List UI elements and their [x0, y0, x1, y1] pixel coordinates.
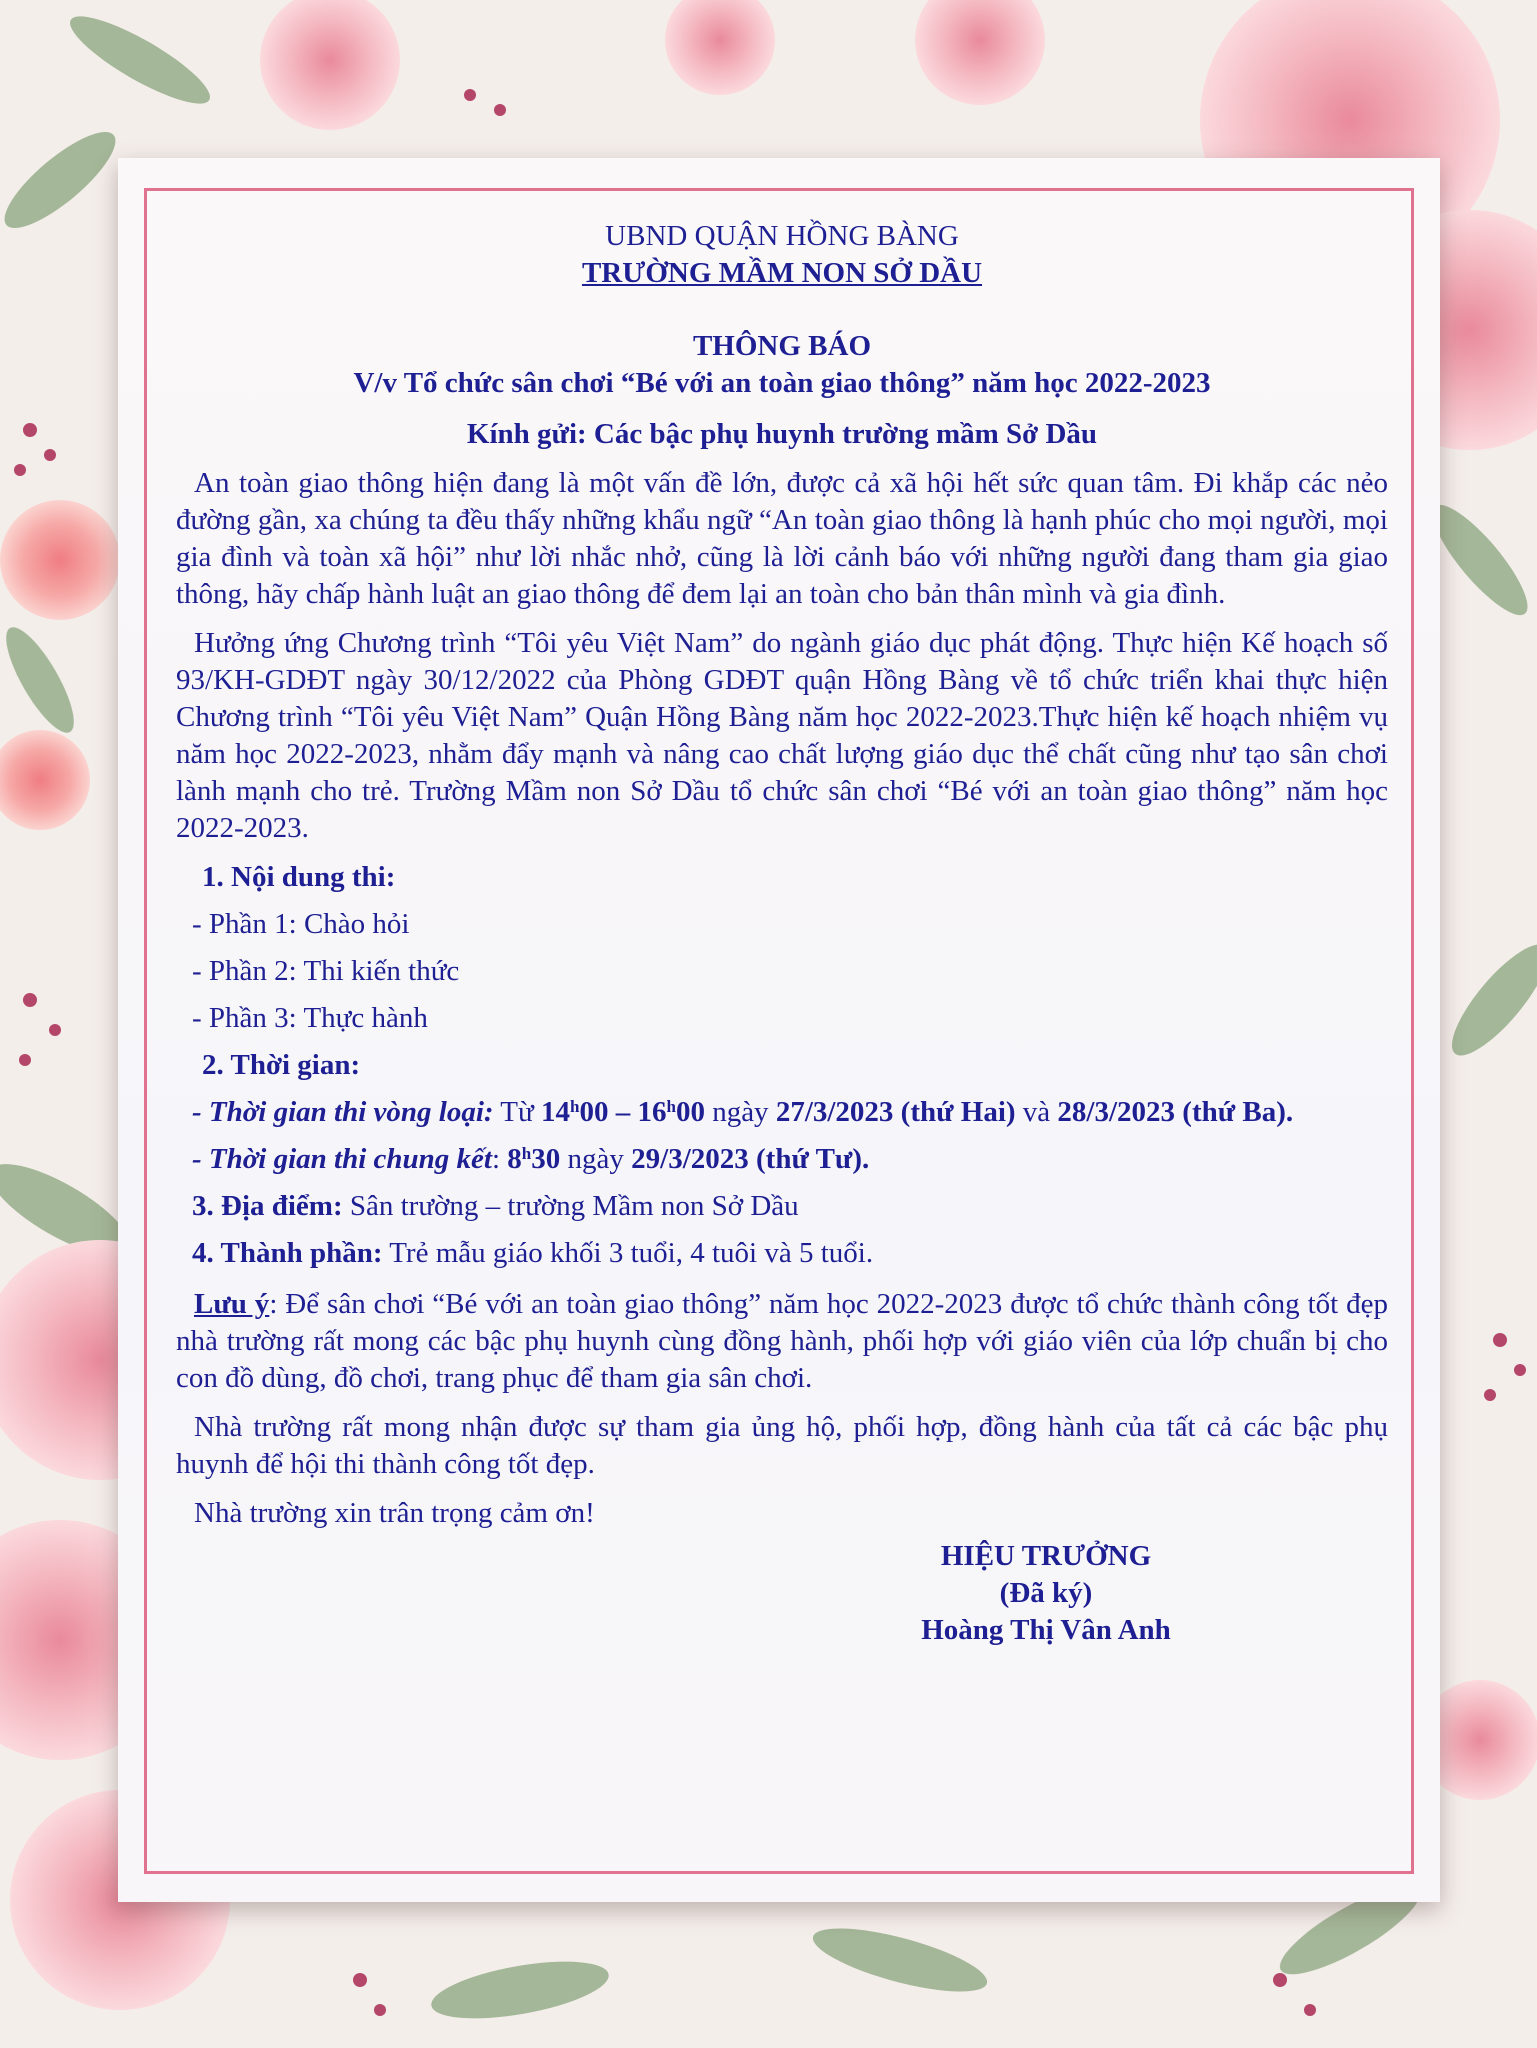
note-label: Lưu ý	[194, 1288, 270, 1320]
location-value: Sân trường – trường Mầm non Sở Dầu	[342, 1190, 799, 1222]
from-word: Từ	[493, 1096, 541, 1128]
paragraph-intro: An toàn giao thông hiện đang là một vấn đề lớn, được cả xã hội hết sức quan tâm. Đi khắp các nẻo đường gần, xa chúng ta đều thấy những khẩu ngữ “An toàn giao thông là hạnh phúc cho mọi người, mọi gia đình và toàn xã hội” như lời nhắc nhở, cũng là lời cảnh báo với những người đang tham gia giao thông, hãy chấp hành luật an giao thông để đem lại an toàn cho bản thân mình và gia đình.	[176, 467, 1388, 610]
colon: :	[491, 1143, 508, 1175]
start-time: 14$^h$00	[541, 1096, 609, 1128]
participants-value: Trẻ mẫu giáo khối 3 tuổi, 4 tuôi và 5 tuổi.	[382, 1237, 874, 1269]
list-item: - Phần 1: Chào hỏi	[192, 908, 410, 940]
time-dash: –	[608, 1096, 638, 1128]
notice-title: THÔNG BÁO	[692, 330, 872, 362]
notice-recipient: Kính gửi: Các bậc phụ huynh trường mầm Sở Dầu	[466, 418, 1098, 450]
end-time: 16$^h$00	[637, 1096, 705, 1128]
section-location	[176, 1188, 1388, 1225]
note-paragraph	[176, 1286, 1388, 1397]
day-word: ngày	[704, 1096, 776, 1128]
section-content-heading: 1. Nội dung thi:	[202, 861, 396, 893]
day-word: ngày	[560, 1143, 632, 1175]
qualifier-date-1: 27/3/2023 (thứ Hai)	[775, 1096, 1016, 1128]
signer-name: Hoàng Thị Vân Anh	[921, 1614, 1171, 1646]
paragraph-plan: Hưởng ứng Chương trình “Tôi yêu Việt Nam” do ngành giáo dục phát động. Thực hiện Kế hoạch số 93/KH-GDĐT ngày 30/12/2022 của Phòng GDĐT quận Hồng Bàng về tổ chức triển khai thực hiện Chương trình “Tôi yêu Việt Nam” Quận Hồng Bàng năm học 2022-2023.Thực hiện kế hoạch nhiệm vụ năm học 2022-2023, nhằm đẩy mạnh và nâng cao chất lượng giáo dục thể chất cũng như tạo sân chơi lành mạnh cho trẻ. Trường Mầm non Sở Dầu tổ chức sân chơi “Bé với an toàn giao thông” năm học 2022-2023.	[176, 627, 1388, 844]
section-time-heading: 2. Thời gian:	[202, 1049, 361, 1081]
signature-block	[846, 1538, 1246, 1649]
note-text: : Để sân chơi “Bé với an toàn giao thông” năm học 2022-2023 được tổ chức thành công tốt đẹp nhà trường rất mong các bậc phụ huynh cùng đồng hành, phối hợp với giáo viên của lớp chuẩn bị cho con đồ dùng, đồ chơi, trang phục để tham gia sân chơi.	[176, 1288, 1389, 1394]
signer-position: HIỆU TRƯỞNG	[940, 1540, 1152, 1572]
participants-label: 4. Thành phần:	[192, 1237, 383, 1269]
notice-subject: V/v Tổ chức sân chơi “Bé với an toàn giao thông” năm học 2022-2023	[353, 367, 1211, 399]
final-time-line	[176, 1141, 1388, 1178]
agency-name: UBND QUẬN HỒNG BÀNG	[605, 220, 959, 252]
qualifier-time-label: - Thời gian thi vòng loại:	[192, 1096, 494, 1128]
thanks-line: Nhà trường xin trân trọng cảm ơn!	[194, 1497, 595, 1529]
qualifier-date-2: 28/3/2023 (thứ Ba).	[1057, 1096, 1294, 1128]
final-time: 8$^h$30	[507, 1143, 561, 1175]
qualifier-time-line	[176, 1094, 1388, 1131]
final-time-label: - Thời gian thi chung kết	[192, 1143, 492, 1175]
closing-paragraph: Nhà trường rất mong nhận được sự tham gia ủng hộ, phối hợp, đồng hành của tất cả các bậc phụ huynh để hội thi thành công tốt đẹp.	[176, 1411, 1388, 1480]
section-participants	[176, 1235, 1388, 1272]
final-date: 29/3/2023 (thứ Tư).	[631, 1143, 870, 1175]
list-item: - Phần 3: Thực hành	[192, 1002, 428, 1034]
signature-status: (Đã ký)	[999, 1577, 1093, 1609]
list-item: - Phần 2: Thi kiến thức	[192, 955, 460, 987]
notice-content	[176, 218, 1388, 1649]
school-name: TRƯỜNG MẦM NON SỞ DẦU	[581, 257, 983, 289]
location-label: 3. Địa điểm:	[192, 1190, 343, 1222]
and-word: và	[1015, 1096, 1058, 1128]
notice-paper	[118, 158, 1440, 1902]
